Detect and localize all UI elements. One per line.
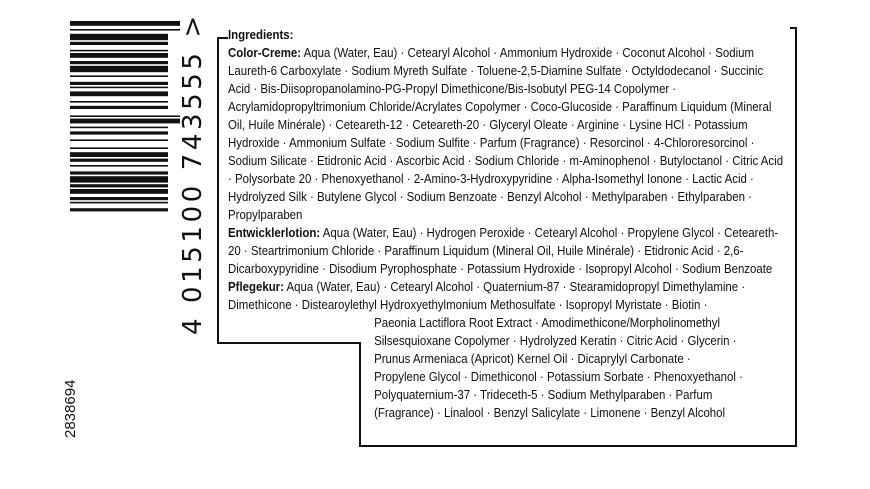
pflegekur-line: Polyquaternium-37 · Trideceth-5 · Sodium Methylparaben · Parfum [374,387,713,402]
barcode-bar [70,75,168,77]
barcode-number: 4 015100 743555 > [178,12,208,335]
ingredients-block [228,26,788,422]
barcode-bar [70,202,168,204]
barcode-bar [70,29,180,31]
color-creme-paragraph [228,44,788,224]
barcode-bar [70,171,168,174]
barcode-bar [70,197,168,200]
barcode-bar [70,152,168,157]
pflegekur-line: Dimethicone · Distearoylethyl Hydroxyethylmonium Methosulfate · Isopropyl Myristate · Biotin · [228,297,708,312]
barcode-bar [70,127,168,129]
product-code: 2838694 [62,379,79,438]
pflegekur-paragraph [228,278,788,314]
pflegekur-line: Silsesquioxane Copolymer · Hydrolyzed Keratin · Citric Acid · Glycerin · [374,333,737,348]
barcode-bar [70,91,168,96]
barcode-bar [70,147,168,149]
barcode-bar [70,119,180,124]
pflegekur-line: Prunus Armeniaca (Apricot) Kernel Oil · Dicaprylyl Carbonate · [374,351,691,366]
barcode-bar [70,139,168,141]
barcode-bar [70,21,180,26]
barcode-bar [70,184,168,187]
entwickler-paragraph [228,224,788,278]
barcode-bar [70,53,168,58]
pflegekur-line: (Fragrance) · Linalool · Benzyl Salicylate · Limonene · Benzyl Alcohol [374,405,726,420]
pflegekur-line: Paeonia Lactiflora Root Extract · Amodimethicone/Morpholinomethyl [374,315,721,330]
barcode-bar [70,131,168,134]
barcode-bar [70,176,168,182]
barcode-bar [70,87,168,89]
barcode-bar [70,115,180,117]
barcode-bar [70,106,168,109]
barcode-bar [70,61,168,64]
barcode-bar [70,50,168,52]
barcode-bar [70,159,168,162]
barcode-bar [70,66,168,72]
pflegekur-indented-block [228,314,788,422]
entwickler-label: Entwicklerlotion: [228,225,321,240]
pflegekur-label: Pflegekur: [228,279,284,294]
barcode-bar [70,208,168,211]
color-creme-ingredients: Aqua (Water, Eau) · Cetearyl Alcohol · Ammonium Hydroxide · Coconut Alcohol · Sodium Laureth-6 Carboxylate · Sodium Myreth Sulfate · Toluene-2,5-Diamine Sulfate · Octyldodecanol · Succinic Acid · Bis-Diisopropanolamino-PG-Propyl Dimethicone/Bis-Isobutyl PEG-14 Copolymer · Acrylamidopropyltrimonium Chloride/Acrylates Copolymer · Coco-Glucoside · Paraffinum Liquidum (Mineral Oil, Huile Minérale) · Ceteareth-12 · Ceteareth-20 · Glyceryl Oleate · Arginine · Lysine HCl · Potassium Hydroxide · Ammonium Sulfate · Sodium Sulfite · Parfum (Fragrance) · Resorcinol · 4-Chlororesorcinol · Sodium Silicate · Etidronic Acid · Ascorbic Acid · Sodium Chloride · m-Aminophenol · Butyloctanol · Citric Acid · Polysorbate 20 · Phenoxyethanol · 2-Amino-3-Hydroxypyridine · Alpha-Isomethyl Ionone · Lactic Acid · Hydrolyzed Silk · Butylene Glycol · Sodium Benzoate · Benzyl Alcohol · Methylparaben · Ethylparaben · Propylparaben [228,45,784,222]
color-creme-label: Color-Creme: [228,45,302,60]
barcode-bar [70,82,168,85]
barcode-bar [70,101,168,103]
barcode-bar [70,189,168,194]
barcode-bar [70,34,168,40]
pflegekur-line: Propylene Glycol · Dimethiconol · Potassium Sorbate · Phenoxyethanol · [374,369,743,384]
barcode-bars [70,15,180,345]
pflegekur-line: Aqua (Water, Eau) · Cetearyl Alcohol · Quaternium-87 · Stearamidopropyl Dimethylamine · [283,279,746,294]
barcode-bar [70,165,168,167]
barcode-bar [70,42,168,45]
ingredients-heading: Ingredients: [228,27,294,42]
entwickler-ingredients: Aqua (Water, Eau) · Hydrogen Peroxide · Cetearyl Alcohol · Propylene Glycol · Ceteareth-20 · Steartrimonium Chloride · Paraffinum Liquidum (Mineral Oil, Huile Minérale) · Etidronic Acid · 2,6-Dicarboxypyridine · Disodium Pyrophosphate · Potassium Hydroxide · Isopropyl Alcohol · Sodium Benzoate [228,225,779,276]
